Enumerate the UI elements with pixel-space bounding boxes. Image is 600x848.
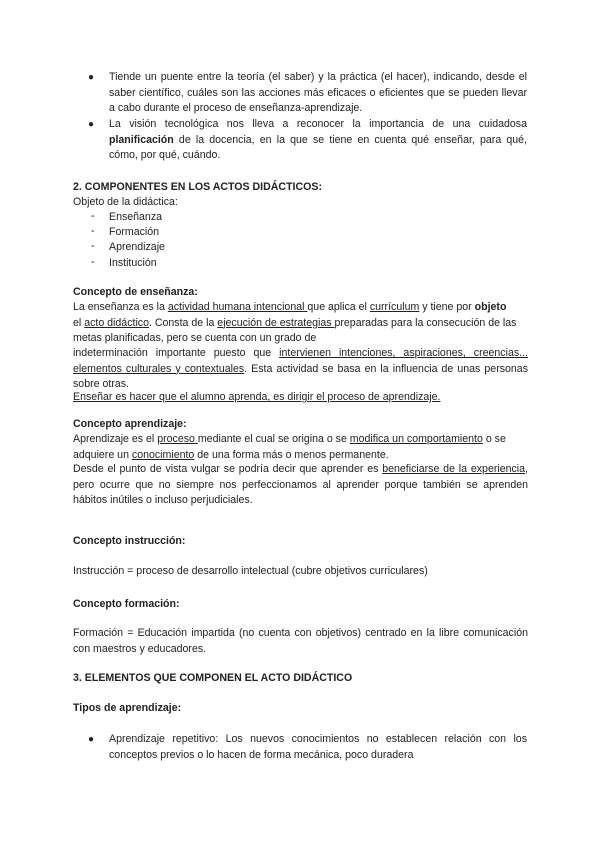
- formacion-heading: Concepto formación:: [73, 598, 180, 610]
- section-heading: 2. COMPONENTES EN LOS ACTOS DIDÁCTICOS:: [73, 181, 322, 193]
- list-item: Aprendizaje: [109, 241, 165, 253]
- objeto-label: Objeto de la didáctica:: [73, 196, 178, 208]
- list-item: Formación: [109, 226, 160, 238]
- aprendizaje-paragraph-2: Desde el punto de vista vulgar se podría decir que aprender es beneficiarse de la experiencia, pero ocurre que no siempre nos perfeccionamos al aprender porque también se aprenden hábitos inútiles o incluso perjudiciales.: [73, 463, 528, 506]
- ensenanza-summary: Enseñar es hacer que el alumno aprenda, es dirigir el proceso de aprendizaje.: [73, 391, 441, 403]
- instruccion-text: Instrucción = proceso de desarrollo intelectual (cubre objetivos curriculares): [73, 565, 428, 577]
- bullet-marker: ●: [88, 119, 95, 130]
- bullet-item: Tiende un puente entre la teoría (el saber) y la práctica (el hacer), indicando, desde el saber científico, cuáles son las acciones más eficaces o eficientes que se pueden llevar a cabo durante el proceso de enseñanza-aprendizaje.: [109, 71, 527, 114]
- bullet-item: La visión tecnológica nos lleva a reconocer la importancia de una cuidadosa planificación de la docencia, en la que se tiene en cuenta qué enseñar, para qué, cómo, por qué, cuándo.: [109, 118, 527, 161]
- ensenanza-paragraph: La enseñanza es la actividad humana intencional que aplica el currículum y tiene por objeto el acto didáctico. Consta de la ejecución de estrategias preparadas para la consecución de las metas planificadas, pero se cuenta con un grado de: [73, 301, 517, 344]
- formacion-text: Formación = Educación impartida (no cuenta con objetivos) centrado en la libre comunicación con maestros y educadores.: [73, 627, 528, 655]
- dash-marker: -: [91, 225, 95, 237]
- aprendizaje-paragraph: Aprendizaje es el proceso mediante el cual se origina o se modifica un comportamiento o se adquiere un conocimiento de una forma más o menos permanente.: [73, 433, 506, 461]
- list-item: Institución: [109, 257, 157, 269]
- ensenanza-heading: Concepto de enseñanza:: [73, 286, 198, 298]
- bullet-item: Aprendizaje repetitivo: Los nuevos conocimientos no establecen relación con los conceptos previos o lo hacen de forma mecánica, poco duradera: [109, 733, 527, 761]
- section-3-heading: 3. ELEMENTOS QUE COMPONEN EL ACTO DIDÁCTICO: [73, 672, 353, 684]
- bullet-marker: ●: [88, 72, 95, 83]
- dash-marker: -: [91, 210, 95, 222]
- aprendizaje-heading: Concepto aprendizaje:: [73, 418, 187, 430]
- list-item: Enseñanza: [109, 211, 163, 223]
- instruccion-heading: Concepto instrucción:: [73, 535, 186, 547]
- bullet-marker: ●: [88, 734, 95, 745]
- tipos-heading: Tipos de aprendizaje:: [73, 702, 182, 714]
- ensenanza-paragraph-2: indeterminación importante puesto que intervienen intenciones, aspiraciones, creencias... elementos culturales y contextuales. Esta actividad se basa en la influencia de unas personas sobre otras.: [73, 347, 528, 390]
- dash-marker: -: [91, 256, 95, 268]
- dash-marker: -: [91, 240, 95, 252]
